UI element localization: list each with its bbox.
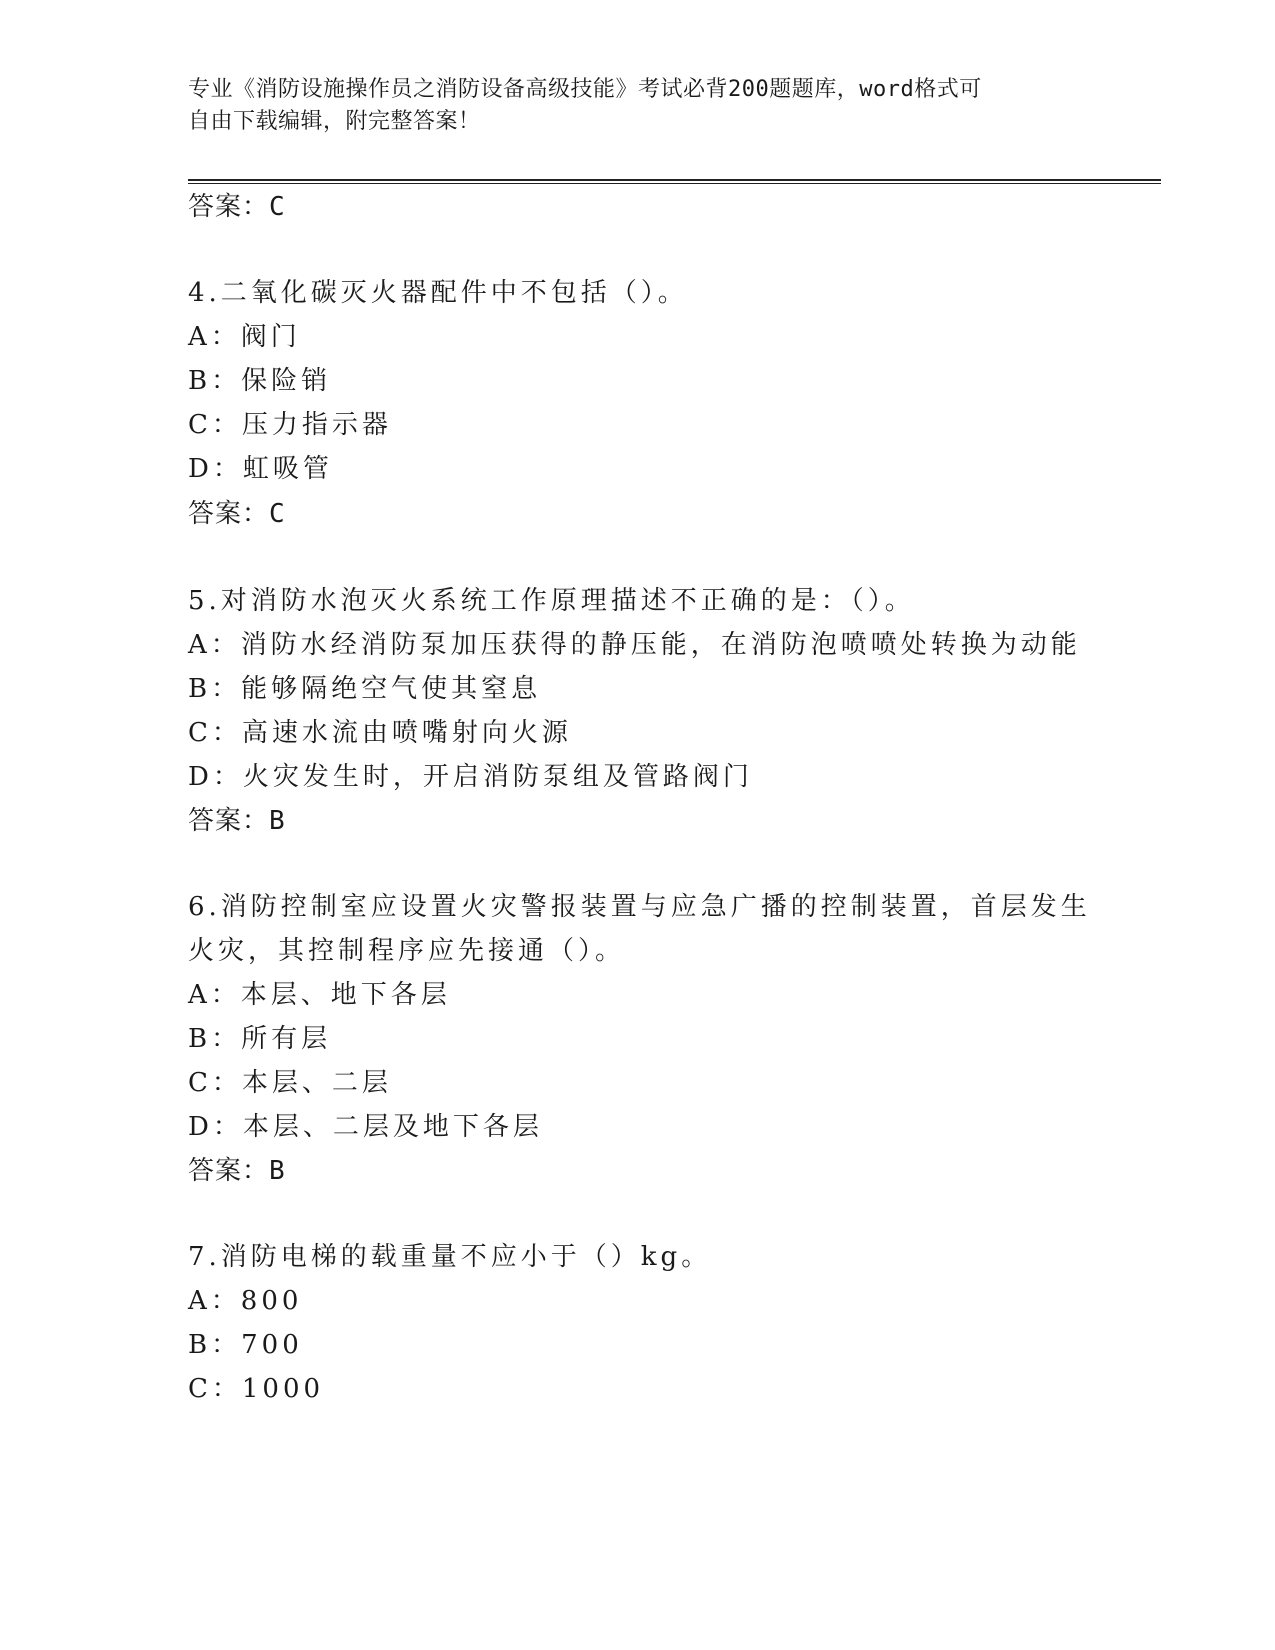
- q6-answer: 答案：B: [188, 1156, 286, 1186]
- header-divider-thin: [188, 183, 1161, 184]
- q4-answer: 答案：C: [188, 499, 286, 529]
- q4-option-c: C：压力指示器: [188, 410, 392, 440]
- q6-option-a: A：本层、地下各层: [188, 980, 451, 1010]
- q7-option-c: C：1000: [188, 1374, 325, 1404]
- header-divider-thick: [188, 179, 1161, 181]
- header-line-2: 自由下载编辑，附完整答案！: [188, 109, 481, 134]
- q5-question: 5.对消防水泡灭火系统工作原理描述不正确的是：（）。: [188, 586, 915, 616]
- q5-option-c: C：高速水流由喷嘴射向火源: [188, 718, 572, 748]
- previous-answer: 答案：C: [188, 192, 286, 222]
- q7-option-b: B：700: [188, 1330, 303, 1360]
- q4-question: 4.二氧化碳灭火器配件中不包括（）。: [188, 278, 688, 308]
- q5-option-d: D：火灾发生时，开启消防泵组及管路阀门: [188, 762, 753, 792]
- q4-option-d: D：虹吸管: [188, 454, 333, 484]
- q6-question-line-1: 6.消防控制室应设置火灾警报装置与应急广播的控制装置，首层发生: [188, 892, 1091, 922]
- q5-answer: 答案：B: [188, 806, 286, 836]
- q6-option-d: D：本层、二层及地下各层: [188, 1112, 543, 1142]
- header-line-1: 专业《消防设施操作员之消防设备高级技能》考试必背200题题库，word格式可: [188, 77, 982, 102]
- q5-option-a: A：消防水经消防泵加压获得的静压能，在消防泡喷喷处转换为动能: [188, 630, 1081, 660]
- q7-question: 7.消防电梯的载重量不应小于（）kg。: [188, 1242, 712, 1272]
- document-header: [188, 74, 1088, 138]
- q4-option-a: A：阀门: [188, 322, 301, 352]
- q6-option-c: C：本层、二层: [188, 1068, 392, 1098]
- q5-option-b: B：能够隔绝空气使其窒息: [188, 674, 542, 704]
- q7-option-a: A：800: [188, 1286, 303, 1316]
- q6-option-b: B：所有层: [188, 1024, 332, 1054]
- q4-option-b: B：保险销: [188, 366, 332, 396]
- q6-question-line-2: 火灾，其控制程序应先接通（）。: [188, 936, 626, 966]
